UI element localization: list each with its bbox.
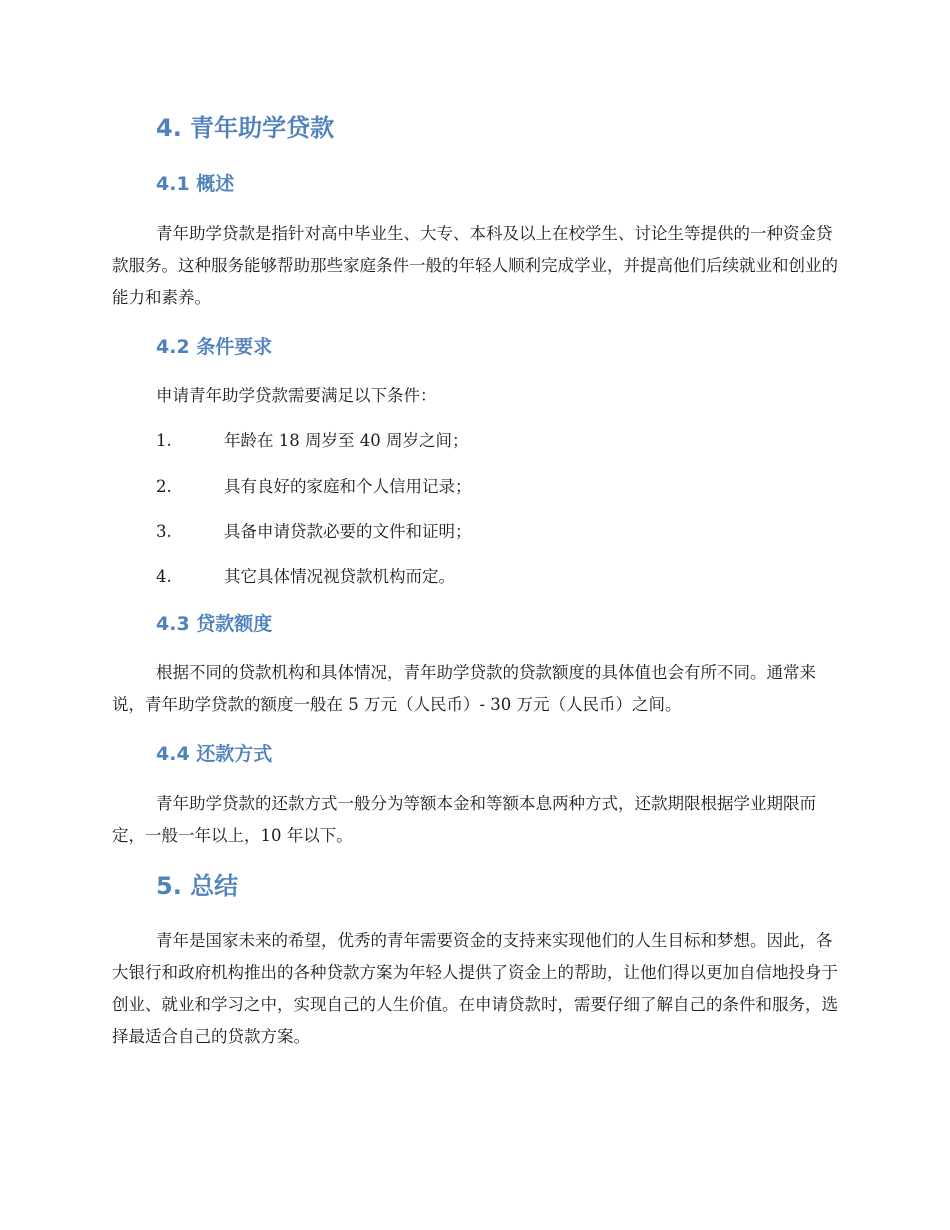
list-item-text: 年龄在 18 周岁至 40 周岁之间； [224, 431, 469, 450]
loan-amount-paragraph: 根据不同的贷款机构和具体情况，青年助学贷款的贷款额度的具体值也会有所不同。通常来说，青年助学贷款的额度一般在 5 万元（人民币）- 30 万元（人民币）之间。 [112, 663, 816, 714]
list-item-number: 1. [156, 431, 172, 450]
list-item-number: 2. [156, 477, 172, 496]
list-item-text: 具有良好的家庭和个人信用记录； [224, 477, 472, 496]
section-heading-4-4: 4.4 还款方式 [156, 743, 273, 765]
repayment-paragraph: 青年助学贷款的还款方式一般分为等额本金和等额本息两种方式，还款期限根据学业期限而定，一般一年以上，10 年以下。 [112, 794, 816, 845]
section-heading-4-1: 4.1 概述 [156, 173, 235, 195]
overview-paragraph: 青年助学贷款是指针对高中毕业生、大专、本科及以上在校学生、讨论生等提供的一种资金贷款服务。这种服务能够帮助那些家庭条件一般的年轻人顺利完成学业，并提高他们后续就业和创业的能力和素养。 [112, 224, 838, 307]
section-heading-5: 5. 总结 [156, 872, 239, 900]
list-item-text: 其它具体情况视贷款机构而定。 [224, 567, 455, 586]
section-heading-4: 4. 青年助学贷款 [156, 114, 335, 142]
summary-paragraph: 青年是国家未来的希望，优秀的青年需要资金的支持来实现他们的人生目标和梦想。因此，各大银行和政府机构推出的各种贷款方案为年轻人提供了资金上的帮助，让他们得以更加自信地投身于创业、就业和学习之中，实现自己的人生价值。在申请贷款时，需要仔细了解自己的条件和服务，选择最适合自己的贷款方案。 [112, 931, 838, 1046]
list-item-text: 具备申请贷款必要的文件和证明； [224, 522, 472, 541]
section-heading-4-2: 4.2 条件要求 [156, 336, 273, 358]
list-item-number: 3. [156, 522, 172, 541]
list-item-number: 4. [156, 567, 172, 586]
section-heading-4-3: 4.3 贷款额度 [156, 613, 273, 635]
conditions-intro: 申请青年助学贷款需要满足以下条件： [156, 386, 437, 405]
